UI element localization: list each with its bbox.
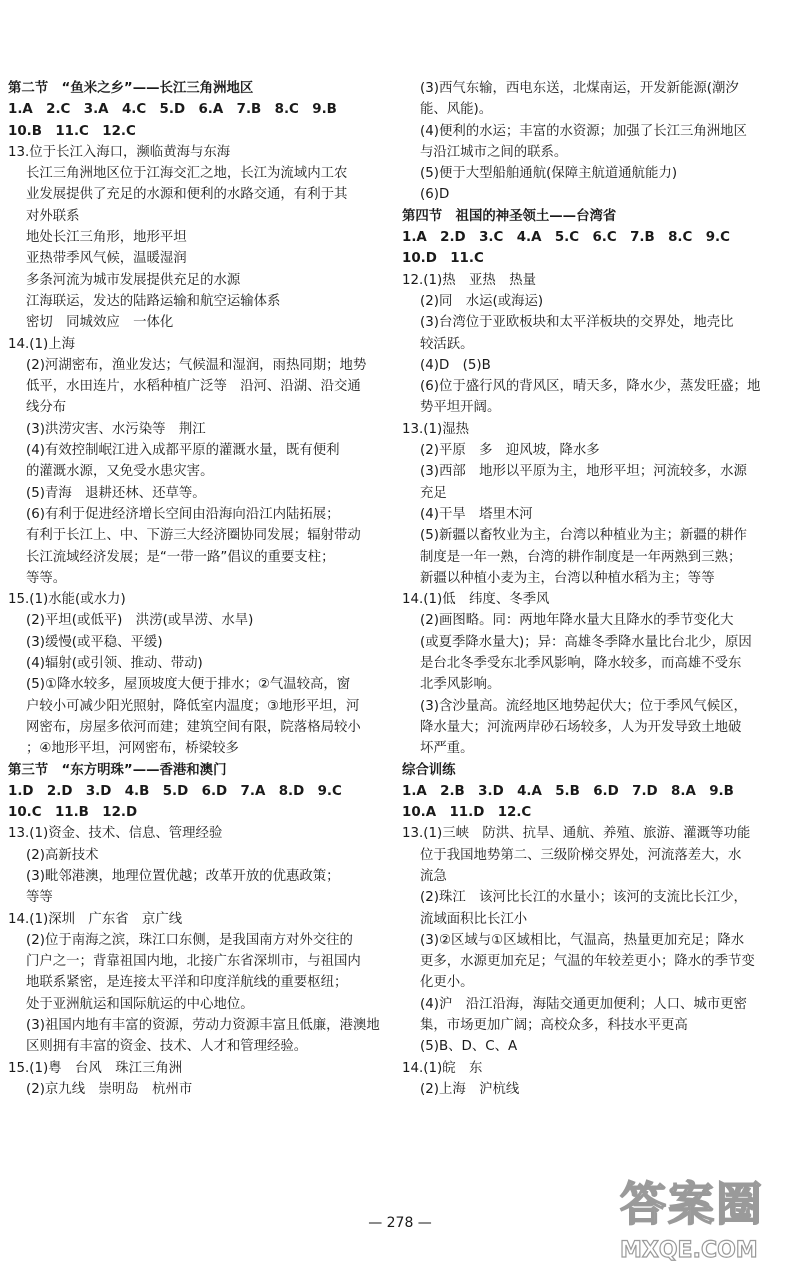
answer-line: (3)西部 地形以平原为主，地形平坦；河流较多，水源 bbox=[420, 464, 747, 480]
answer-line: (5)新疆以畜牧业为主，台湾以种植业为主；新疆的耕作 bbox=[420, 528, 747, 544]
answer-line: (4)干旱 塔里木河 bbox=[420, 506, 533, 522]
answer-line: 制度是一年一熟，台湾的耕作制度是一年两熟到三熟； bbox=[420, 549, 742, 565]
watermark-logo bbox=[612, 1166, 794, 1266]
answer-line: (4)有效控制岷江进入成都平原的灌溉水量，既有便利 bbox=[26, 443, 340, 459]
answer-line: 等等。 bbox=[26, 570, 67, 586]
answer-line: 网密布，房屋多依河而建；建筑空间有限，院落格局较小 bbox=[26, 719, 361, 735]
answer-line: 14.(1)低 纬度、冬季风 bbox=[402, 592, 550, 608]
answer-line: (2)河湖密布，渔业发达；气候温和湿润，雨热同期；地势 bbox=[26, 357, 367, 373]
answer-line: (4)D (5)B bbox=[420, 357, 491, 373]
answer-line: 业发展提供了充足的水源和便利的水路交通，有利于其 bbox=[26, 187, 348, 203]
answer-line: (4)辐射(或引领、推动、带动) bbox=[26, 656, 203, 672]
left-column bbox=[8, 78, 391, 1100]
answer-line: 对外联系 bbox=[26, 208, 80, 224]
answer-line: 密切 同城效应 一体化 bbox=[26, 315, 174, 331]
heading-line: 1.A 2.B 3.D 4.A 5.B 6.D 7.D 8.A 9.B bbox=[402, 783, 734, 799]
answer-line: 能、风能)。 bbox=[420, 102, 493, 118]
answer-line: (4)便利的水运；丰富的水资源；加强了长江三角洲地区 bbox=[420, 123, 747, 139]
heading-line: 10.A 11.D 12.C bbox=[402, 805, 532, 821]
page-number: — 278 — bbox=[368, 1215, 432, 1231]
answer-line: 较活跃。 bbox=[420, 336, 474, 352]
answer-line: 江海联运，发达的陆路运输和航空运输体系 bbox=[26, 293, 281, 309]
heading-line: 第二节 “鱼米之乡”——长江三角洲地区 bbox=[8, 81, 254, 96]
answer-line: 位于我国地势第二、三级阶梯交界处，河流落差大，水 bbox=[420, 847, 742, 863]
answer-line: (5)青海 退耕还林、还草等。 bbox=[26, 485, 206, 501]
answer-line: 势平坦开阔。 bbox=[420, 400, 501, 416]
answer-line: 坏严重。 bbox=[420, 741, 474, 757]
answer-line: 15.(1)水能(或水力) bbox=[8, 592, 126, 608]
answer-line: (2)珠江 该河比长江的水量小；该河的支流比长江少， bbox=[420, 890, 747, 906]
answer-line: (4)沪 沿江沿海，海陆交通更加便利；人口、城市更密 bbox=[420, 996, 747, 1012]
answer-line: 区则拥有丰富的资金、技术、人才和管理经验。 bbox=[26, 1039, 308, 1055]
answer-line: (2)同 水运(或海运) bbox=[420, 293, 544, 309]
answer-line: (3)台湾位于亚欧板块和太平洋板块的交界处，地壳比 bbox=[420, 315, 734, 331]
answer-line: (3)洪涝灾害、水污染等 荆江 bbox=[26, 421, 206, 437]
heading-line: 10.C 11.B 12.D bbox=[8, 805, 138, 821]
answer-line: 地处长江三角形，地形平坦 bbox=[26, 230, 187, 246]
heading-line: 1.A 2.C 3.A 4.C 5.D 6.A 7.B 8.C 9.B bbox=[8, 102, 337, 118]
heading-line: 第四节 祖国的神圣领土——台湾省 bbox=[402, 208, 617, 224]
answer-line: 14.(1)上海 bbox=[8, 336, 76, 352]
answer-line: 的灌溉水源，又免受水患灾害。 bbox=[26, 464, 214, 480]
answer-line: 是台北冬季受东北季风影响，降水较多，而高雄不受东 bbox=[420, 656, 742, 672]
answer-line: (3)毗邻港澳，地理位置优越；改革开放的优惠政策； bbox=[26, 868, 340, 884]
answer-line: 降水量大；河流两岸砂石场较多，人为开发导致土地破 bbox=[420, 719, 742, 735]
answer-line: 与沿江城市之间的联系。 bbox=[420, 144, 568, 160]
answer-line: 充足 bbox=[420, 485, 447, 501]
answer-line: (6)有利于促进经济增长空间由沿海向沿江内陆拓展； bbox=[26, 506, 340, 522]
heading-line: 10.D 11.C bbox=[402, 251, 484, 267]
answer-line: 化更小。 bbox=[420, 975, 474, 991]
heading-line: 1.A 2.D 3.C 4.A 5.C 6.C 7.B 8.C 9.C bbox=[402, 230, 730, 246]
answer-line: (2)画图略。同：两地年降水量大且降水的季节变化大 bbox=[420, 613, 734, 629]
answer-line: 有利于长江上、中、下游三大经济圈协同发展；辐射带动 bbox=[26, 528, 361, 544]
right-column bbox=[402, 78, 787, 1100]
watermark-text: 答案圈 bbox=[620, 1177, 764, 1231]
answer-line: 15.(1)粤 台风 珠江三角洲 bbox=[8, 1060, 183, 1076]
answer-line: 亚热带季风气候，温暖湿润 bbox=[26, 251, 187, 267]
answer-line: (2)平坦(或低平) 洪涝(或旱涝、水旱) bbox=[26, 613, 254, 629]
answer-line: 户较小可减少阳光照射，降低室内温度；③地形平坦，河 bbox=[26, 698, 360, 714]
answer-line: (3)缓慢(或平稳、平缓) bbox=[26, 634, 163, 650]
answer-line: (2)位于南海之滨，珠江口东侧，是我国南方对外交往的 bbox=[26, 932, 353, 948]
answer-line: (5)便于大型船舶通航(保障主航道通航能力) bbox=[420, 166, 678, 182]
answer-line: ；④地形平坦，河网密布，桥梁较多 bbox=[26, 741, 239, 757]
answer-line: 12.(1)热 亚热 热量 bbox=[402, 272, 536, 288]
watermark-url: MXQE.COM bbox=[620, 1238, 758, 1263]
answer-line: 北季风影响。 bbox=[420, 677, 501, 693]
heading-line: 10.B 11.C 12.C bbox=[8, 123, 136, 139]
heading-line: 1.D 2.D 3.D 4.B 5.D 6.D 7.A 8.D 9.C bbox=[8, 783, 342, 799]
answer-line: 等等 bbox=[26, 890, 53, 906]
answer-line: (6)D bbox=[420, 187, 450, 203]
answer-line: 流急 bbox=[420, 868, 447, 884]
answer-line: 处于亚洲航运和国际航运的中心地位。 bbox=[26, 996, 254, 1012]
answer-line: 地联系紧密，是连接太平洋和印度洋航线的重要枢纽； bbox=[26, 975, 348, 991]
answer-line: (2)高新技术 bbox=[26, 847, 99, 863]
answer-line: (6)位于盛行风的背风区，晴天多，降水少，蒸发旺盛；地 bbox=[420, 379, 761, 395]
answer-line: (或夏季降水量大)；异：高雄冬季降水量比台北少，原因 bbox=[420, 634, 752, 650]
answer-line: 流域面积比长江小 bbox=[420, 911, 528, 927]
answer-line: 新疆以种植小麦为主，台湾以种植水稻为主；等等 bbox=[420, 570, 715, 586]
answer-line: 14.(1)深圳 广东省 京广线 bbox=[8, 911, 183, 927]
answer-line: 门户之一；背靠祖国内地，北接广东省深圳市，与祖国内 bbox=[26, 954, 361, 970]
answer-line: (3)②区域与①区域相比，气温高，热量更加充足；降水 bbox=[420, 932, 745, 948]
answer-line: (5)B、D、C、A bbox=[420, 1039, 518, 1055]
answer-line: (2)上海 沪杭线 bbox=[420, 1081, 520, 1097]
answer-line: (2)平原 多 迎风坡，降水多 bbox=[420, 443, 600, 459]
answer-line: (3)祖国内地有丰富的资源，劳动力资源丰富且低廉，港澳地 bbox=[26, 1018, 380, 1034]
answer-line: (5)①降水较多，屋顶坡度大便于排水；②气温较高，窗 bbox=[26, 677, 351, 693]
heading-line: 第三节 “东方明珠”——香港和澳门 bbox=[8, 762, 227, 778]
answer-line: (3)含沙量高。流经地区地势起伏大；位于季风气候区， bbox=[420, 698, 747, 714]
answer-line: 13.(1)资金、技术、信息、管理经验 bbox=[8, 826, 223, 842]
answer-line: 集，市场更加广阔；高校众多，科技水平更高 bbox=[420, 1018, 688, 1034]
answer-line: 13.(1)三峡 防洪、抗旱、通航、养殖、旅游、灌溉等功能 bbox=[402, 826, 751, 842]
answer-line: 13.(1)湿热 bbox=[402, 421, 470, 437]
answer-line: 长江三角洲地区位于江海交汇之地，长江为流域内工农 bbox=[26, 166, 348, 182]
answer-line: 长江流域经济发展；是“一带一路”倡议的重要支柱； bbox=[26, 549, 335, 565]
answer-line: 14.(1)皖 东 bbox=[402, 1060, 483, 1076]
answer-line: 低平，水田连片，水稻种植广泛等 沿河、沿湖、沿交通 bbox=[26, 379, 361, 395]
answer-line: 13.位于长江入海口，濒临黄海与东海 bbox=[8, 144, 231, 160]
heading-line: 综合训练 bbox=[402, 762, 456, 778]
answer-line: 多条河流为城市发展提供充足的水源 bbox=[26, 272, 241, 288]
answer-line: 线分布 bbox=[26, 400, 67, 416]
answer-line: 更多，水源更加充足；气温的年较差更小；降水的季节变 bbox=[420, 954, 755, 970]
answer-line: (2)京九线 崇明岛 杭州市 bbox=[26, 1081, 193, 1097]
answer-line: (3)西气东输，西电东送，北煤南运，开发新能源(潮汐 bbox=[420, 81, 739, 96]
